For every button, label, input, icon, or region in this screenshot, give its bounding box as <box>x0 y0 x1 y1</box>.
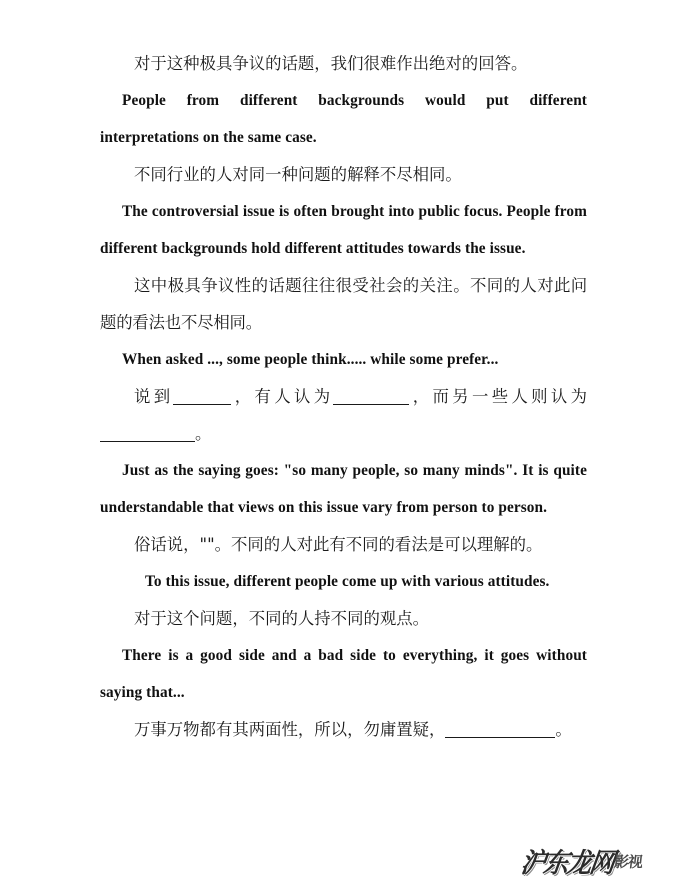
paragraph-chinese-4: 俗话说，""。不同的人对此有不同的看法是可以理解的。 <box>134 535 543 554</box>
paragraph-english-6: There is a good side and a bad side to everything, it goes without saying that... <box>100 647 587 701</box>
fill-in-blank-4[interactable] <box>445 722 555 738</box>
paragraph-english-1: People from different backgrounds would put different interpretations on the same case. <box>100 92 587 146</box>
paragraph-chinese-fill-in-1-continued <box>100 415 587 452</box>
paragraph-chinese-5: 对于这个问题，不同的人持不同的观点。 <box>134 609 430 628</box>
paragraph-chinese-2: 不同行业的人对同一种问题的解释不尽相同。 <box>134 165 462 184</box>
watermark-sub-text: 影视 <box>613 852 643 871</box>
paragraph-english-5: To this issue, different people come up with various attitudes. <box>145 573 550 590</box>
paragraph-english-4: Just as the saying goes: "so many people, so many minds". It is quite understandable that views on this issue vary from person to person. <box>100 462 587 516</box>
fill-in-blank-2[interactable] <box>333 389 409 405</box>
paragraph-chinese-3: 这中极具争议性的话题往往很受社会的关注。不同的人对此问题的看法也不尽相同。 <box>100 276 587 332</box>
fill-in-blank-3[interactable] <box>100 426 195 442</box>
document-text-body <box>100 45 587 748</box>
paragraph-english-3: When asked ..., some people think..... while some prefer... <box>122 351 499 368</box>
fill-in-blank-1[interactable] <box>173 389 231 405</box>
paragraph-chinese-1: 对于这种极具争议的话题，我们很难作出绝对的回答。 <box>134 54 528 73</box>
fill-in-text-segment-2: ，有人认为 <box>231 387 334 406</box>
watermark <box>518 838 683 884</box>
paragraph-chinese-fill-in-1 <box>100 378 587 415</box>
watermark-main-text: 沪东龙网 <box>518 846 615 879</box>
fill-in-text-segment-4: 。 <box>195 424 212 443</box>
paragraph-english-2: The controversial issue is often brought into public focus. People from different backgrounds hold different attitudes towards the issue. <box>100 203 587 257</box>
fill-in-text-segment-3: ，而另一些人则认为 <box>409 387 588 406</box>
paragraph-chinese-fill-in-2 <box>100 711 587 748</box>
fill-in-text-segment-6: 。 <box>555 720 572 739</box>
fill-in-text-segment-1: 说到 <box>134 387 174 406</box>
fill-in-text-segment-5: 万事万物都有其两面性，所以，勿庸置疑， <box>134 720 446 739</box>
